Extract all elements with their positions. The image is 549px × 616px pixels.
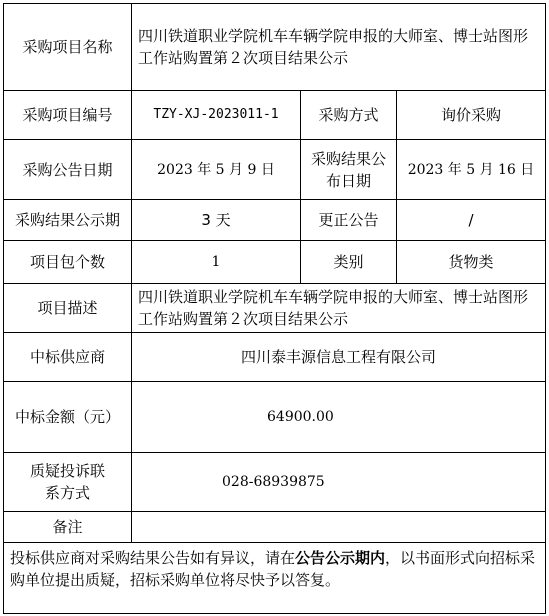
correction-notice-label: 更正公告	[300, 199, 397, 241]
complaint-contact-label: 质疑投诉联系方式	[3, 452, 132, 512]
objection-notice-text-2: ，以书面形式向招标采购单位提出质疑，招标采购单位将尽快予以答复。	[10, 549, 536, 589]
winning-amount-label: 中标金额（元）	[3, 381, 132, 453]
objection-notice-text-1: 投标供应商对采购结果公告如有异议，请在	[10, 549, 296, 567]
objection-notice-emphasis: 公告公示期内	[295, 549, 386, 567]
winning-supplier-label: 中标供应商	[3, 332, 132, 382]
winning-amount-value: 64900.00	[131, 381, 546, 453]
result-publish-date-label: 采购结果公布日期	[300, 139, 397, 200]
package-count-value: 1	[131, 240, 301, 284]
procurement-method-label: 采购方式	[300, 90, 397, 140]
project-name-label: 采购项目名称	[3, 3, 132, 91]
remark-label: 备注	[3, 511, 132, 543]
complaint-contact-value: 028-68939875	[131, 452, 546, 512]
project-number-value: TZY-XJ-2023011-1	[131, 90, 301, 140]
package-count-label: 项目包个数	[3, 240, 132, 284]
category-label: 类别	[300, 240, 397, 284]
objection-notice	[3, 542, 546, 614]
winning-supplier-value: 四川泰丰源信息工程有限公司	[131, 332, 546, 382]
category-value: 货物类	[396, 240, 546, 284]
project-number-label: 采购项目编号	[3, 90, 132, 140]
project-name-value: 四川铁道职业学院机车车辆学院申报的大师室、博士站图形工作站购置第２次项目结果公示	[131, 3, 546, 91]
procurement-method-value: 询价采购	[396, 90, 546, 140]
remark-value	[131, 511, 546, 543]
correction-notice-value: /	[396, 199, 546, 241]
procurement-result-table	[3, 3, 546, 614]
result-period-label: 采购结果公示期	[3, 199, 132, 241]
project-description-value: 四川铁道职业学院机车车辆学院申报的大师室、博士站图形工作站购置第２次项目结果公示	[131, 283, 546, 333]
project-description-label: 项目描述	[3, 283, 132, 333]
result-publish-date-value: 2023 年 5 月 16 日	[396, 139, 546, 200]
result-period-value: 3 天	[131, 199, 301, 241]
announce-date-value: 2023 年 5 月 9 日	[131, 139, 301, 200]
announce-date-label: 采购公告日期	[3, 139, 132, 200]
